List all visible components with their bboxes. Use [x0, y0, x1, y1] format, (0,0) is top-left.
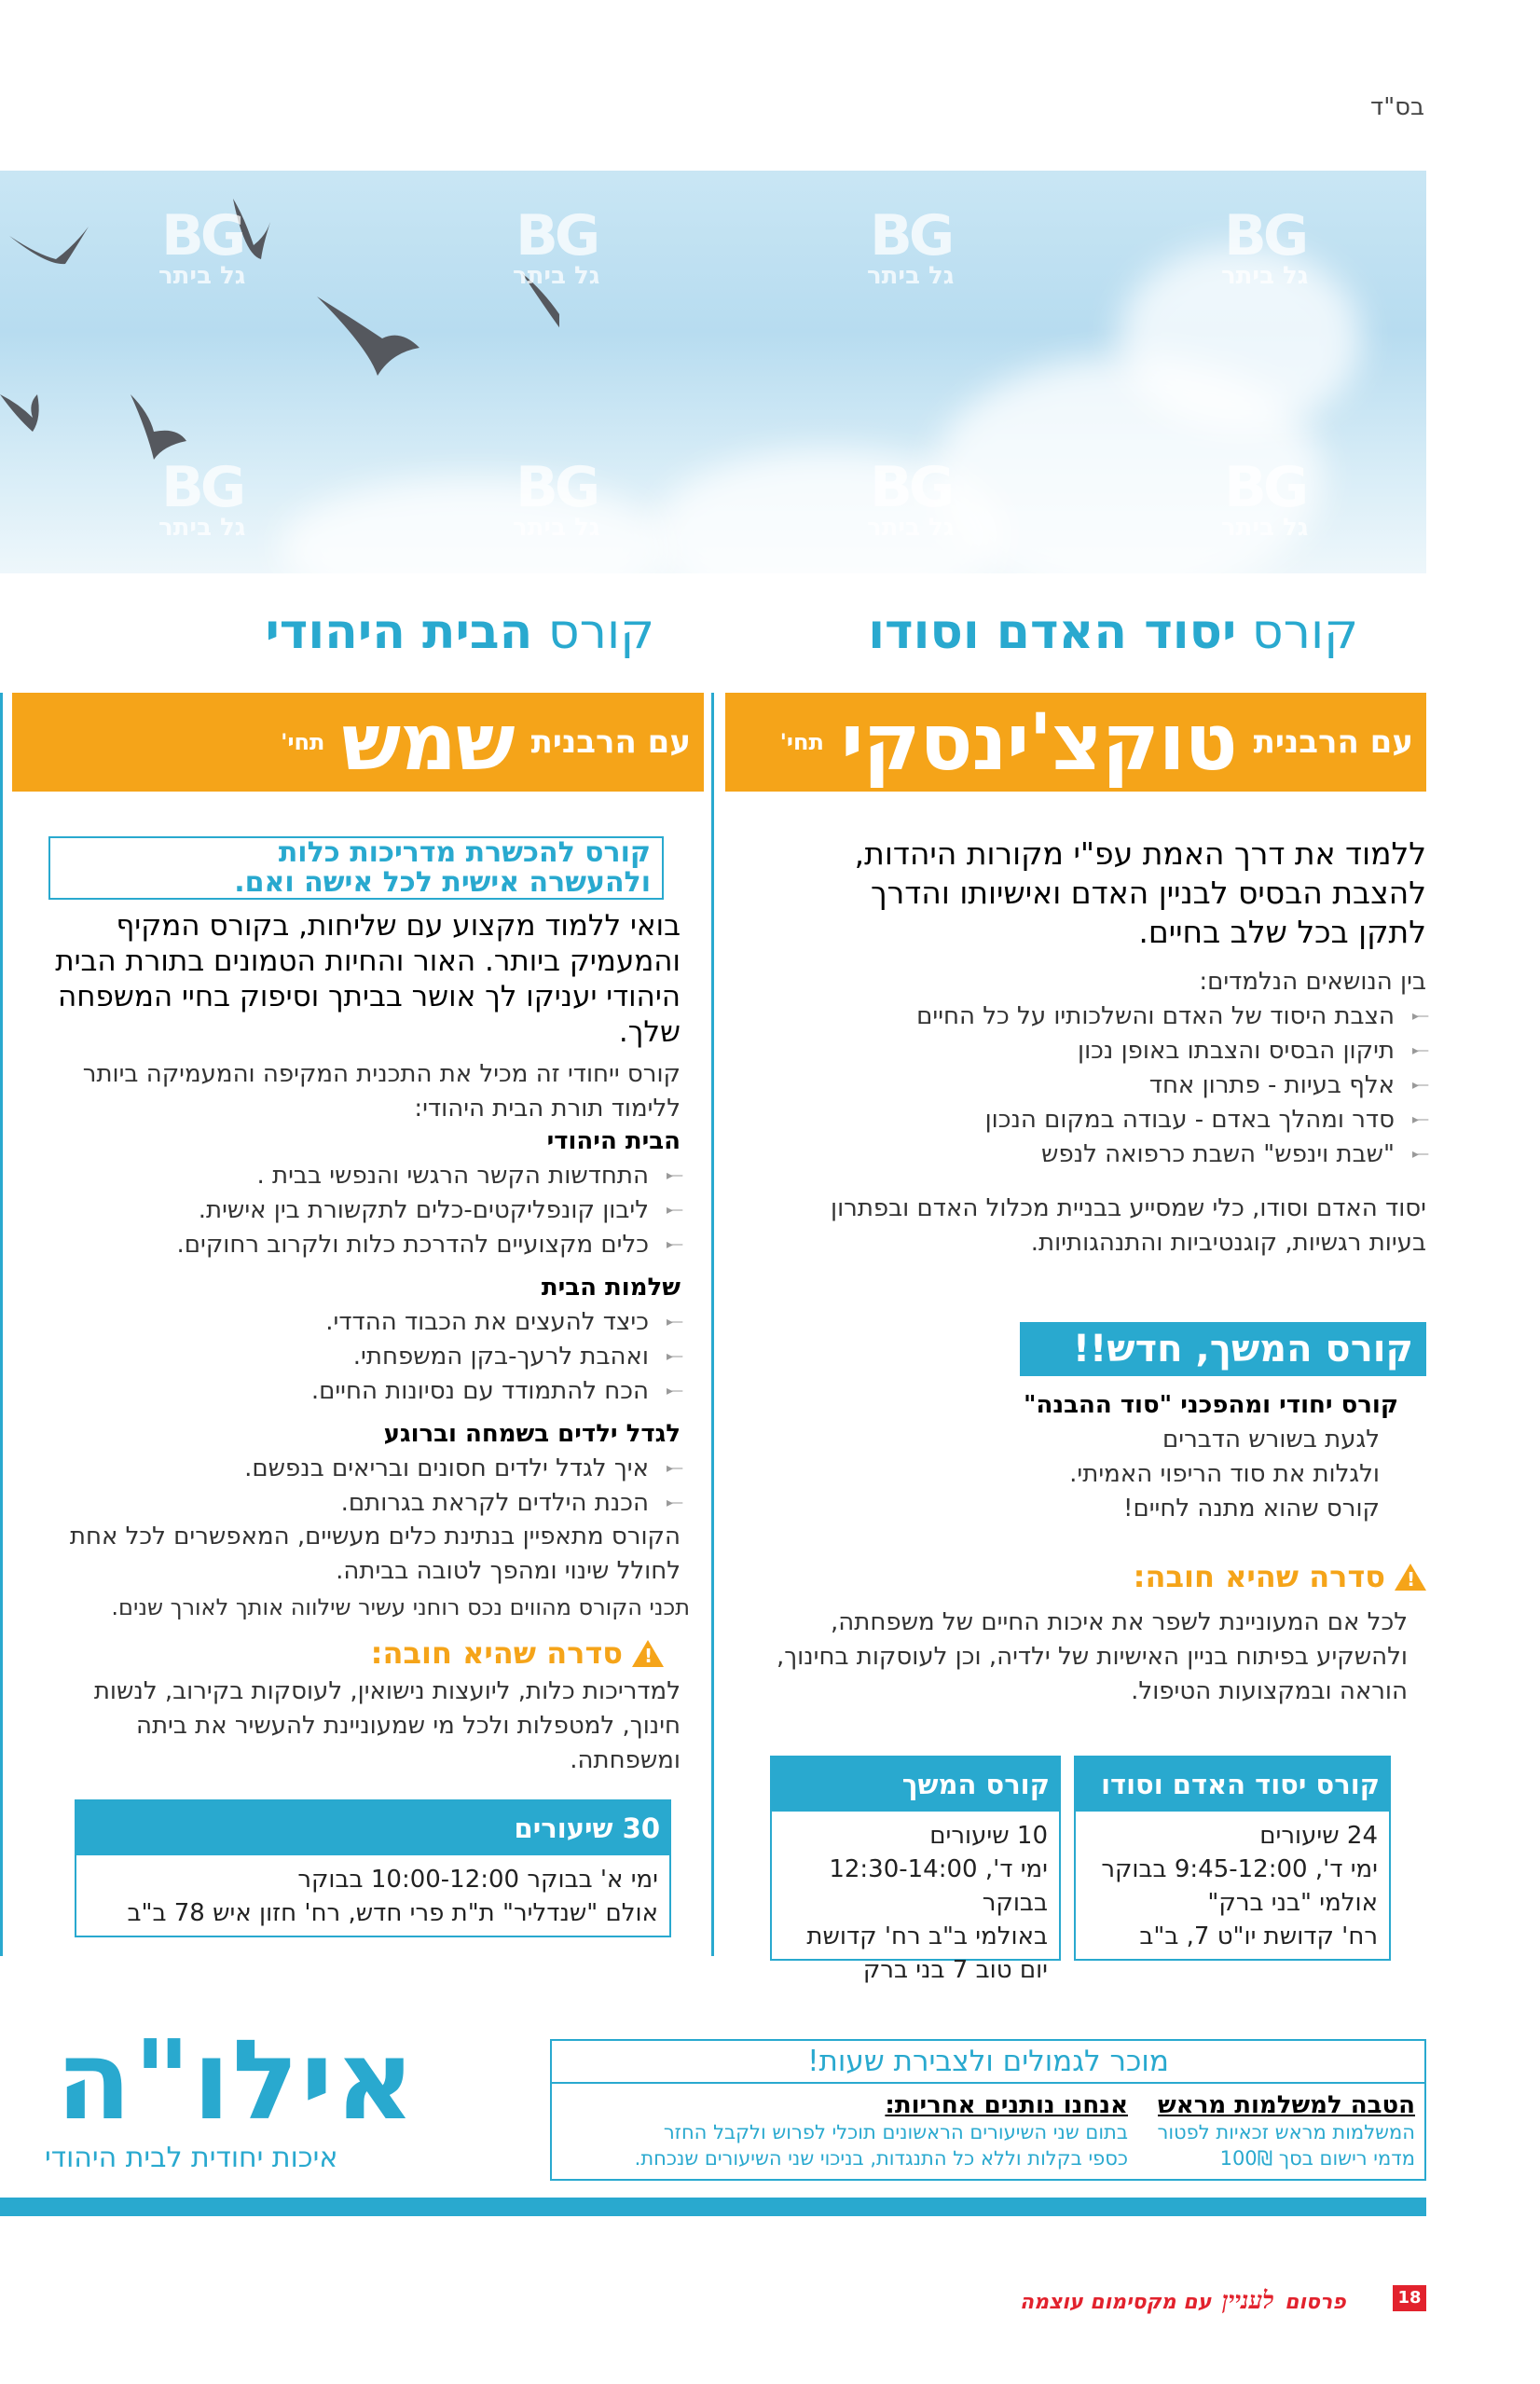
watermark: BG גל ביתר: [158, 203, 246, 290]
left-course-summary: יסוד האדם וסודו, כלי שמסייע בבניית מכלול האדם ובפתרון בעיות רגשיות, קוגנטיביות והתנהגותיות.: [830, 1194, 1426, 1257]
list-item: —▸ ליבון קונפליקטים-כלים לתקשורת בין אישית.: [37, 1193, 681, 1228]
watermark: BG גל ביתר: [867, 203, 955, 290]
left-course-teacher-bar: עם הרבנית טוקצ'ינסקי תחי': [725, 693, 1426, 792]
left-course-intro: ללמוד את דרך האמת עפ"י מקורות היהדות, להצבת הבסיס לבניין האדם ואישיותו והדרך לתקן בכל שלב בחיים.: [854, 835, 1426, 950]
footer-ad: פרסום לעניין עם מקסימום עוצמה: [1020, 2287, 1346, 2315]
list-item: —▸ תיקון הבסיס והצבתו באופן נכון: [820, 1034, 1426, 1068]
continuation-line: לגעת בשורש הדברים: [1162, 1426, 1380, 1454]
promo-box: מוכר לגמולים ולצבירת שעות! הטבה למשלמות מראש המשלמות מראש זכאיות לפטור מדמי רישום בסך 100₪ אנחנו נותנים אחריות: בתום שני השיעורים הראשונים תוכלי לפרוש ולקבל החזר כספי בקלות וללא כל התנגדות, בניכוי שני השיעורים שנכחת.: [550, 2039, 1426, 2181]
list-item: —▸ הצבת היסוד של האדם והשלכותיו על כל החיים: [820, 999, 1426, 1034]
schedule-box-continuation: קורס המשך 10 שיעורים ימי ד', 12:30-14:00 בבוקר באולמי ב"ב רח' קדושת יום טוב 7 בני ברק: [770, 1756, 1061, 1961]
column-divider: [711, 693, 714, 1956]
right-course-teacher-bar: עם הרבנית שמש תחי': [12, 693, 704, 792]
continuation-line: ולגלות את סוד הריפוי האמיתי.: [1069, 1460, 1380, 1488]
list-item: —▸ כיצד להעצים את הכבוד ההדדי.: [37, 1305, 681, 1340]
continuation-bar: קורס המשך, חדש!!: [1020, 1322, 1426, 1376]
watermark: BG גל ביתר: [1221, 455, 1309, 542]
sky-banner: [0, 171, 1426, 573]
right-must-heading: ! סדרה שהיא חובה:: [371, 1635, 664, 1671]
program-text: קורס ייחודי זה מכיל את התכנית המקיפה והמעמיקה ביותר ללימוד תורת הבית היהודי:: [82, 1060, 681, 1123]
watermark: BG גל ביתר: [1221, 203, 1309, 290]
bsd-mark: בס"ד: [1370, 93, 1425, 121]
continuation-subtitle: קורס יחודי ומהפכני "סוד ההבנה": [1023, 1391, 1398, 1419]
right-course-intro: בואי ללמוד מקצוע עם שליחות, בקורס המקיף והמעמיק ביותר. האור והחיות הטמונים בתורת הבית היהודי יעניקו לך אושר בביתך וסיפוק בחיי המשפחה שלך.: [55, 909, 681, 1049]
right-course-title: קורס הבית היהודי: [265, 604, 654, 660]
right-must-text: למדריכות כלות, ליועצות נישואין, לעוסקות בקירוב, לנשות חינוך, למטפלות ולכל מי שמעוניינת להעשיר את ביתה ומשפחתה.: [93, 1677, 681, 1774]
eilu-logo: אילו"ה: [56, 2016, 418, 2144]
content-text: תכני הקורס מהווים נכס רוחני עשיר שילווה אותך לאורך שנים.: [111, 1594, 690, 1620]
list-item: —▸ "שבת וינפש" השבת כרפואה לנפש: [820, 1137, 1426, 1172]
list-item: —▸ אלף בעיות - פתרון אחד: [820, 1068, 1426, 1103]
tools-text: הקורס מתאפיין בנתינת כלים מעשיים, המאפשרים לכל אחת לחולל שינוי ומהפך לטובה בביתה.: [69, 1523, 681, 1585]
responsibility-title: אנחנו נותנים אחריות:: [885, 2091, 1128, 2119]
left-must-heading: ! סדרה שהיא חובה:: [1134, 1559, 1426, 1594]
birds-illustration: [0, 171, 559, 488]
benefit-title: הטבה למשלמות מראש: [1158, 2091, 1415, 2119]
list-item: —▸ כלים מקצועיים להדרכת כלות ולקרוב רחוקים.: [37, 1228, 681, 1262]
list-item: —▸ הכח להתמודד עם נסיונות החיים.: [37, 1374, 681, 1409]
topics-list: [820, 999, 1426, 1172]
list-item: —▸ איך לגדל ילדים חסונים ובריאים בנפשם.: [37, 1452, 681, 1486]
left-must-text: לכל אם המעוניינת לשפר את איכות החיים של משפחתה, ולהשקיע בפיתוח בניין האישיות של ילדיה, וכן לעוסקות בחינוך, הוראה ובמקצועות הטיפול.: [776, 1608, 1408, 1705]
watermark: BG גל ביתר: [513, 455, 600, 542]
watermark: BG גל ביתר: [158, 455, 246, 542]
list-item: —▸ הכנת הילדים לקראת בגרותם.: [37, 1486, 681, 1521]
list-item: —▸ ואהבת לרעך-בקן המשפחתי.: [37, 1340, 681, 1374]
schedule-box-bayit: 30 שיעורים ימי א' בבוקר 10:00-12:00 בבוקר אולם "שנדליר" ת"ת פרי חדש, רח' חזון איש 78 ב"ב: [75, 1799, 671, 1937]
left-course-title: קורס יסוד האדם וסודו: [868, 604, 1358, 660]
continuation-line: קורס שהוא מתנה לחיים!: [1123, 1495, 1380, 1523]
left-edge-line: [0, 693, 3, 1956]
schedule-box-main: קורס יסוד האדם וסודו 24 שיעורים ימי ד', 9:45-12:00 בבוקר אולמי "בני ברק" רח' קדושת יו"ט 7, ב"ב: [1074, 1756, 1391, 1961]
benefit-text: מדמי רישום בסך 100₪: [1219, 2147, 1415, 2170]
watermark: BG גל ביתר: [513, 203, 600, 290]
benefit-text: המשלמות מראש זכאיות לפטור: [1157, 2121, 1415, 2143]
warning-icon: [1395, 1564, 1426, 1591]
warning-icon: [632, 1640, 664, 1667]
topics-label: בין הנושאים הנלמדים:: [1199, 968, 1426, 996]
page-number: 18: [1393, 2285, 1426, 2311]
list-item: —▸ סדר ומהלך באדם - עבודה במקום הנכון: [820, 1103, 1426, 1137]
list-item: —▸ התחדשות הקשר הרגשי והנפשי בבית .: [37, 1159, 681, 1193]
logo-tagline: איכות יחודית לבית היהודי: [45, 2142, 338, 2174]
watermark: BG גל ביתר: [867, 455, 955, 542]
bottom-rule: [0, 2198, 1426, 2216]
headline-box: קורס להכשרת מדריכות כלות ולהעשרה אישית לכל אישה ואם.: [48, 836, 664, 900]
sections: הבית היהודי —▸ התחדשות הקשר הרגשי והנפשי בבית . —▸ ליבון קונפליקטים-כלים לתקשורת בין אישית. —▸ כלים מקצועיים להדרכת כלות ולקרוב רחוקים. שלמות הבית —▸ כיצד להעצים את הכבוד ההדדי. —▸ ואהבת לרעך-בקן המשפחתי. —▸ הכח להתמודד עם נסיונות החיים. לגדל ילדים בשמחה וברוגע —▸ איך לגדל ילדים חסונים ובריאים בנפשם. —▸ הכנת הילדים לקראת בגרותם.: [37, 1123, 681, 1521]
